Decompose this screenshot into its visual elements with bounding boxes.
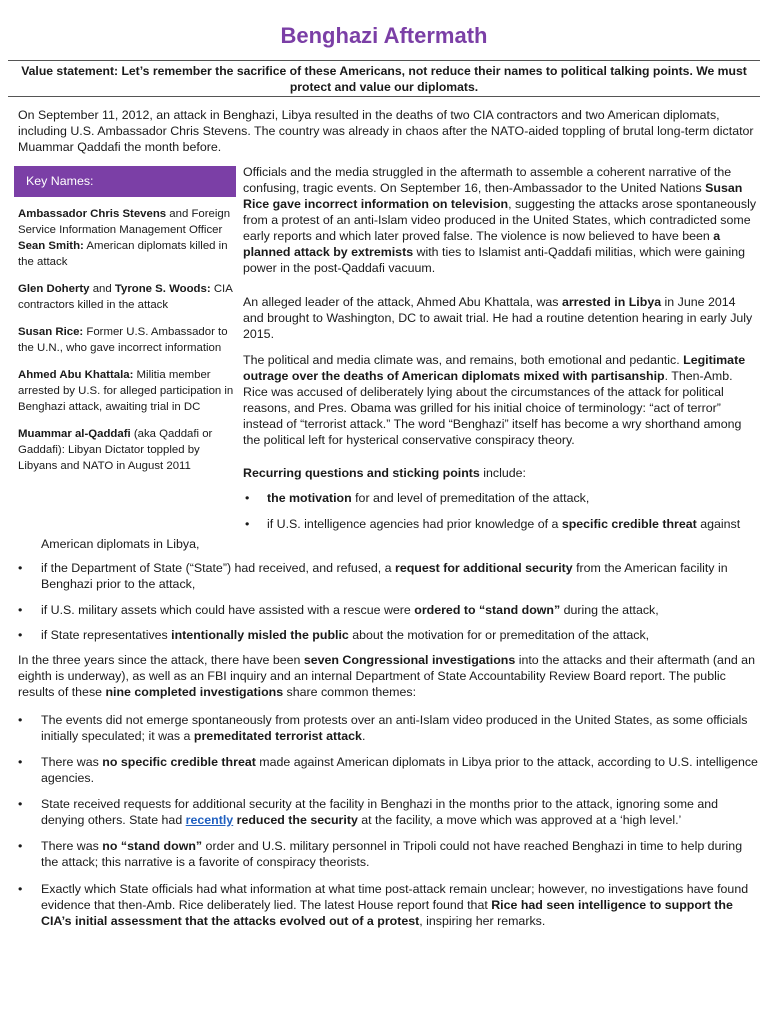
text: In the three years since the attack, there have been — [18, 653, 304, 667]
bullet-glyph: • — [18, 603, 23, 617]
text: into the attacks and their aftermath (and an eighth is underway), as well as an FBI inquiry and an internal Department of State Accountability Review Board report. The public results of these — [18, 653, 755, 699]
text: The political and media climate was, and remains, both emotional and pedantic. — [243, 353, 684, 367]
bold-text: reduced the security — [233, 813, 358, 827]
text: There was — [41, 755, 103, 769]
bold-text: Rice had seen intelligence to support the CIA’s initial assessment that the attacks evolved out of a protest — [41, 898, 733, 928]
key-name-description: Former U.S. Ambassador to the U.N., who gave incorrect information — [18, 326, 228, 354]
text: share common themes: — [283, 685, 417, 699]
bold-text: specific credible threat — [561, 517, 697, 531]
finding-bullet — [18, 881, 758, 929]
text: against — [696, 517, 741, 531]
text: from the American facility in Benghazi prior to the attack, — [41, 561, 728, 591]
key-name-description: Militia member arrested by U.S. for alleged participation in Benghazi attack, awaiting trial in DC — [18, 369, 234, 413]
text: , inspiring her remarks. — [419, 914, 546, 928]
key-name-entry — [18, 281, 236, 313]
text: for and level of premeditation of the attack, — [351, 491, 590, 505]
text: . Then-Amb. Rice was accused of deliberately lying about the circumstances of the attack for political reasons, and Pres. Obama was grilled for his initial choice of terminology: “act of terror” instead of “terrorist attack.” The word “Benghazi” itself has become a wry shorthand among the political left for hysterical conservative conspiracy theory. — [243, 369, 742, 447]
bold-text: nine completed investigations — [105, 685, 284, 699]
text: The events did not emerge spontaneously from protests over an anti-Islam video produced in the United States, as some officials initially speculated; it was a — [41, 713, 748, 743]
key-name-joiner: and Foreign Service Information Management Officer — [18, 208, 231, 236]
question-bullet — [245, 516, 758, 532]
bullet-glyph: • — [18, 628, 23, 642]
text: with ties to Islamist anti-Qaddafi militias, which were gaining power in the post-Qaddafi vacuum. — [243, 245, 746, 275]
bold-text: premeditated terrorist attack — [193, 729, 362, 743]
question-continuation: American diplomats in Libya, — [41, 537, 200, 551]
key-name-entry — [18, 367, 236, 415]
text: if U.S. intelligence agencies had prior knowledge of a — [267, 517, 562, 531]
text: An alleged leader of the attack, Ahmed Abu Khattala, was — [243, 295, 562, 309]
bullet-glyph: • — [245, 517, 250, 531]
investigations-paragraph — [18, 652, 758, 700]
bold-text: ordered to “stand down” — [414, 603, 561, 617]
question-bullet — [245, 490, 758, 506]
text: There was — [41, 839, 103, 853]
key-name-description: American diplomats killed in the attack — [18, 240, 228, 268]
text: if the Department of State (“State”) had received, and refused, a — [41, 561, 396, 575]
key-name-entry — [18, 324, 236, 356]
bold-text: no specific credible threat — [102, 755, 256, 769]
main-column-paragraph — [243, 294, 758, 342]
intro-paragraph: On September 11, 2012, an attack in Benghazi, Libya resulted in the deaths of two CIA contractors and two American diplomats, including U.S. Ambassador Chris Stevens. The country was already in chaos after the NATO-aided toppling of brutal long-term dictator Muammar Qaddafi the month before. — [18, 108, 754, 154]
bullet-glyph: • — [18, 797, 23, 811]
text: if U.S. military assets which could have assisted with a rescue were — [41, 603, 415, 617]
text: Officials and the media struggled in the aftermath to assemble a coherent narrative of the confusing, tragic events. On September 16, then-Ambassador to the United Nations — [243, 165, 732, 195]
finding-bullet — [18, 712, 758, 744]
text: , suggesting the attacks arose spontaneously from a protest of an anti-Islam video produced in the United States, which contradicted some early reports and which later proved false. The violence is now believed to have been — [243, 197, 757, 243]
bold-text: intentionally misled the public — [171, 628, 349, 642]
question-bullet — [18, 560, 758, 592]
text: about the motivation for or premeditation of the attack, — [348, 628, 650, 642]
bold-text: a planned attack by extremists — [243, 229, 721, 259]
key-name: Tyrone S. Woods: — [114, 283, 211, 295]
key-name: Glen Doherty — [18, 283, 90, 295]
main-column-paragraph — [243, 352, 758, 448]
text: if State representatives — [41, 628, 172, 642]
text: include: — [479, 466, 526, 480]
key-name: Ambassador Chris Stevens — [18, 208, 167, 220]
text: order and U.S. military personnel in Tripoli could not have reached Benghazi in time to help during the attack; this narrative is a favorite of conspiracy theorists. — [41, 839, 743, 869]
bold-text: Recurring questions and sticking points — [243, 466, 480, 480]
bold-text: seven Congressional investigations — [303, 653, 516, 667]
bold-text: Legitimate outrage over the deaths of American diplomats mixed with partisanship — [243, 353, 746, 383]
text: Exactly which State officials had what information at what time post-attack remain unclear; however, no investigations have found evidence that then-Amb. Rice deliberately lied. The latest House report found that — [41, 882, 749, 912]
finding-bullet — [18, 754, 758, 786]
document-title: Benghazi Aftermath — [280, 23, 488, 48]
bullet-glyph: • — [18, 561, 23, 575]
text: State received requests for additional security at the facility in Benghazi in the months prior to the attack, ignoring some and denying others. State had — [41, 797, 719, 827]
key-name-entry — [18, 206, 236, 270]
text: made against American diplomats in Libya prior to the attack, according to U.S. intelligence agencies. — [41, 755, 758, 785]
key-names-sidebar — [14, 166, 236, 485]
bullet-glyph: • — [18, 882, 23, 896]
key-name-joiner: and — [89, 283, 115, 295]
key-name: Muammar al-Qaddafi — [18, 428, 131, 440]
key-name: Sean Smith: — [18, 240, 84, 252]
key-name-entry — [18, 426, 236, 474]
text: . — [361, 729, 366, 743]
bold-text: the motivation — [267, 491, 352, 505]
bullet-glyph: • — [18, 713, 23, 727]
bold-text: no “stand down” — [102, 839, 203, 853]
finding-bullet — [18, 796, 758, 828]
main-column-paragraph — [243, 164, 758, 276]
finding-bullet — [18, 838, 758, 870]
main-column-paragraph — [243, 465, 758, 481]
key-names-heading: Key Names: — [14, 166, 236, 197]
value-statement: Value statement: Let’s remember the sacrifice of these Americans, not reduce their names to political talking points. We must protect and value our diplomats. — [8, 60, 760, 97]
key-name: Ahmed Abu Khattala: — [18, 369, 134, 381]
key-name-description: (aka Qaddafi or Gaddafi): Libyan Dictator toppled by Libyans and NATO in August 2011 — [18, 428, 213, 472]
bold-text: Susan Rice gave incorrect information on television — [243, 181, 743, 211]
bullet-glyph: • — [18, 755, 23, 769]
question-bullet — [18, 627, 758, 643]
recently-link[interactable]: recently — [185, 813, 234, 827]
text: in June 2014 and brought to Washington, DC to await trial. He had a routine detention hearing in early July 2015. — [243, 295, 753, 341]
question-bullet — [18, 602, 758, 618]
bold-text: request for additional security — [395, 561, 573, 575]
key-name: Susan Rice: — [18, 326, 84, 338]
bullet-glyph: • — [245, 491, 250, 505]
bold-text: arrested in Libya — [561, 295, 662, 309]
text: at the facility, a move which was approved at a ‘high level.’ — [357, 813, 682, 827]
text: during the attack, — [560, 603, 659, 617]
bullet-glyph: • — [18, 839, 23, 853]
key-name-description: CIA contractors killed in the attack — [18, 283, 233, 311]
